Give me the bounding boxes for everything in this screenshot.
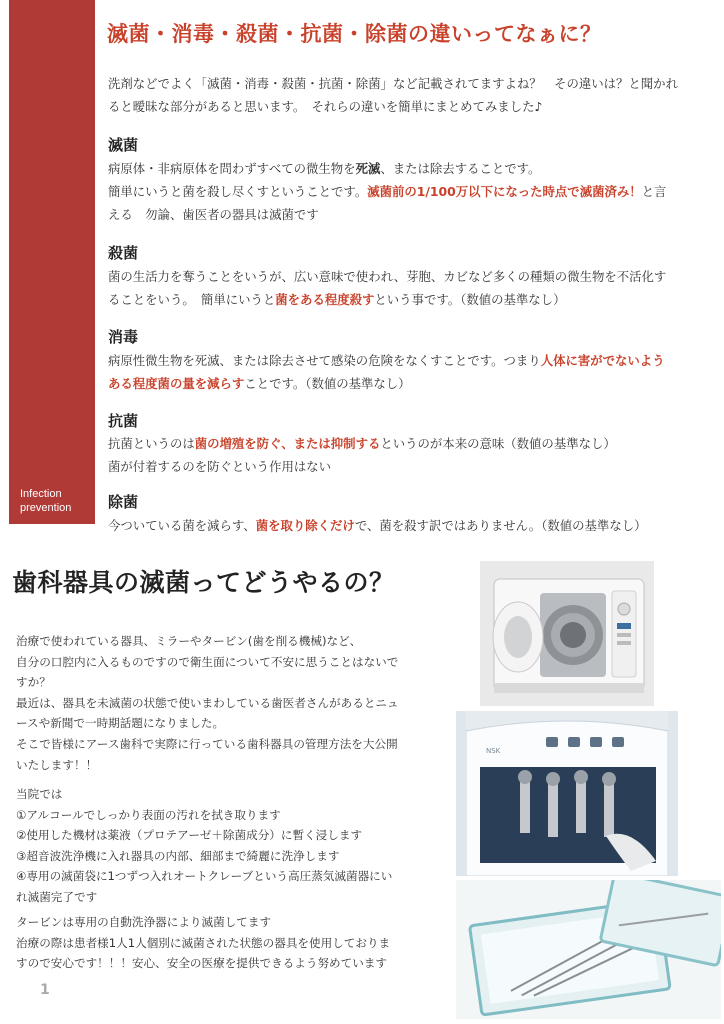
section-heading-koukin: 抗菌	[108, 412, 139, 430]
step-item: ②使用した機材は薬液（プロテアーゼ＋除菌成分）に暫く浸します	[16, 828, 363, 843]
sterilized-pouches-illustration	[456, 880, 721, 1019]
text-span: 病原体・非病原体を問わずすべての微生物を	[108, 161, 356, 176]
body-line: いたします！！	[16, 757, 98, 772]
body-line: すので安心です！！！安心、安全の医療を提供できるよう努めています	[16, 956, 388, 971]
body-line	[108, 514, 714, 537]
body-line: ースや新聞で一時期話題になりました。	[16, 716, 225, 731]
body-line	[108, 157, 714, 180]
body-line: そこで皆様にアース歯科で実際に行っている歯科器具の管理方法を大公開	[16, 736, 398, 751]
section-body-shodoku	[108, 349, 714, 395]
text-span: ことです。（数値の基準なし）	[244, 376, 411, 391]
body-line: 治療の際は患者様1人1人個別に滅菌された状態の器具を使用しておりま	[16, 935, 391, 950]
step-item: ③超音波洗浄機に入れ器具の内部、細部まで綺麗に洗浄します	[16, 848, 340, 863]
highlight-text: ある程度菌の量を減らす	[108, 376, 245, 391]
turbine-washer-illustration	[456, 711, 678, 876]
sidebar-caption-line2: prevention	[20, 502, 72, 514]
sidebar-band	[9, 0, 95, 524]
page-title: 滅菌・消毒・殺菌・抗菌・除菌の違いってなぁに？	[107, 22, 602, 46]
highlight-text: 菌をある程度殺す	[275, 292, 375, 307]
highlight-text: 菌の増殖を防ぐ、または抑制する	[194, 436, 381, 451]
section-body-jokin	[108, 514, 714, 537]
sidebar-caption-line1: Infection	[20, 488, 62, 500]
text-span: 今ついている菌を減らす、	[108, 518, 256, 533]
body-line: 菌の生活力を奪うことをいうが、広い意味で使われ、芽胞、カビなど多くの種類の微生物を不活化す	[108, 269, 667, 284]
section-heading-jokin: 除菌	[108, 493, 139, 511]
section-body-koukin	[108, 432, 714, 478]
sterilized-pouches-photo	[456, 880, 721, 1019]
text-span: ることをいう。 簡単にいうと	[108, 292, 276, 307]
text-span: 病原性微生物を死滅、または除去させて感染の危険をなくすことです。つまり	[108, 353, 541, 368]
autoclave-illustration	[480, 561, 654, 706]
section2-title: 歯科器具の滅菌ってどうやるの？	[12, 568, 395, 597]
body-line	[108, 372, 714, 395]
intro-line: ると曖昧な部分があると思います。 それらの違いを簡単にまとめてみました♪	[108, 99, 543, 114]
page-number: 1	[40, 982, 50, 998]
highlight-text: 滅菌前の1/100万以下になった時点で滅菌済み！	[367, 184, 642, 199]
body-line: える 勿論、歯医者の器具は滅菌です	[108, 207, 319, 222]
section-body-mekkin	[108, 157, 714, 226]
body-line	[108, 349, 714, 372]
section-body-sakkin	[108, 265, 714, 311]
intro-line: 洗剤などでよく「滅菌・消毒・殺菌・抗菌・除菌」など記載されてますよね？ その違いは？と聞かれ	[108, 76, 678, 91]
bold-span: 死滅	[355, 161, 381, 176]
body-line	[108, 288, 714, 311]
section2-paragraph-3	[16, 912, 426, 974]
section2-steps	[16, 784, 426, 908]
sidebar-caption	[20, 487, 92, 515]
body-line: 菌が付着するのを防ぐという作用はない	[108, 459, 332, 474]
body-line: 自分の口腔内に入るものですので衛生面について不安に思うことはないで	[16, 654, 399, 669]
autoclave-photo	[480, 561, 654, 706]
section-heading-shodoku: 消毒	[108, 328, 139, 346]
body-line: 当院では	[16, 787, 63, 801]
body-line	[108, 432, 714, 455]
text-span: 、または除去することです。	[380, 161, 541, 176]
step-item: ①アルコールでしっかり表面の汚れを拭き取ります	[16, 807, 281, 822]
section-heading-sakkin: 殺菌	[108, 244, 139, 262]
text-span: 簡単にいうと菌を殺し尽くすということです。	[108, 184, 368, 199]
intro-paragraph	[108, 72, 714, 118]
highlight-text: 人体に害がでないよう	[540, 353, 665, 368]
body-line: 治療で使われている器具、ミラーやタービン(歯を削る機械)など、	[16, 634, 362, 648]
text-span: で、菌を殺す訳ではありません。（数値の基準なし）	[354, 518, 647, 533]
step-item: ④専用の滅菌袋に1つずつ入れオートクレーブという高圧蒸気滅菌器にい	[16, 869, 393, 884]
washer-brand: NSK	[486, 747, 501, 755]
step-item: れ滅菌完了です	[16, 889, 98, 904]
text-span: というのが本来の意味（数値の基準なし）	[380, 436, 616, 451]
text-span: 抗菌というのは	[108, 436, 195, 451]
body-line	[108, 180, 714, 203]
body-line: タービンは専用の自動洗浄器により滅菌してます	[16, 915, 272, 929]
highlight-text: 菌を取り除くだけ	[255, 518, 355, 533]
body-line: すか？	[16, 675, 51, 690]
body-line: 最近は、器具を未滅菌の状態で使いまわしている歯医者さんがあるとニュ	[16, 695, 399, 710]
section-heading-mekkin: 滅菌	[108, 136, 139, 154]
text-span: という事です。（数値の基準なし）	[374, 292, 566, 307]
turbine-washer-photo	[456, 711, 678, 876]
text-span: と言	[641, 184, 667, 199]
section2-paragraph-1	[16, 631, 426, 775]
